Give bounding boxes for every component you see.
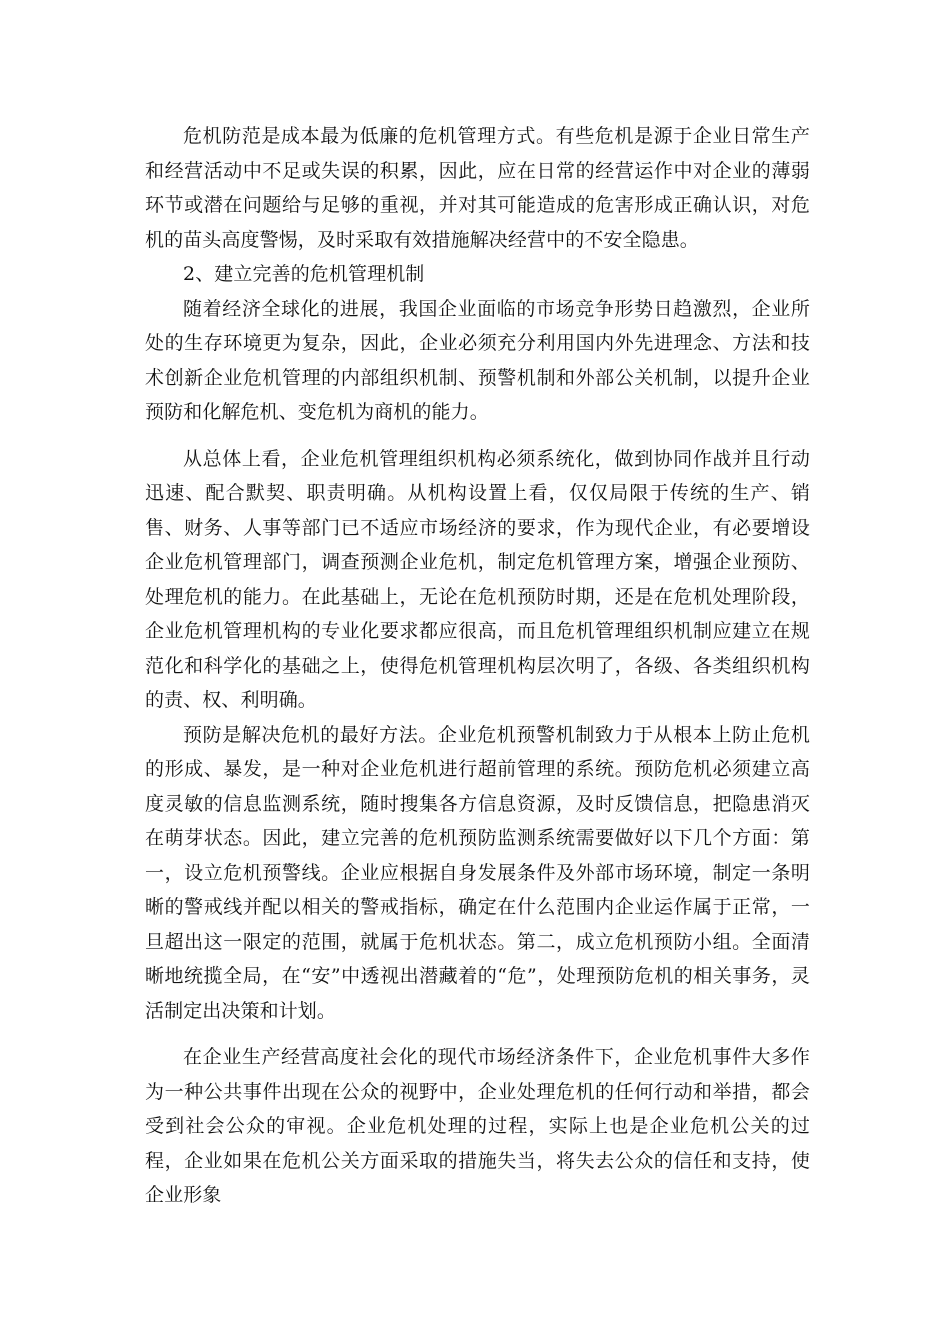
paragraph-crisis-prevention: 危机防范是成本最为低廉的危机管理方式。有些危机是源于企业日常生产和经营活动中不足或失误的积累，因此，应在日常的经营运作中对企业的薄弱环节或潜在问题给与足够的重视，并对其可能造成的危害形成正确认识，对危机的苗头高度警惕，及时采取有效措施解决经营中的不安全隐患。 xyxy=(145,125,810,251)
document-body xyxy=(145,119,810,1213)
paragraph-early-warning: 预防是解决危机的最好方法。企业危机预警机制致力于从根本上防止危机的形成、暴发，是一种对企业危机进行超前管理的系统。预防危机必须建立高度灵敏的信息监测系统，随时搜集各方信息资源，及时反馈信息，把隐患消灭在萌芽状态。因此，建立完善的危机预防监测系统需要做好以下几个方面：第一，设立危机预警线。企业应根据自身发展条件及外部市场环境，制定一条明晰的警戒线并配以相关的警戒指标，确定在什么范围内企业运作属于正常，一旦超出这一限定的范围，就属于危机状态。第二，成立危机预防小组。全面清晰地统揽全局，在“安”中透视出潜藏着的“危”，处理预防危机的相关事务，灵活制定出决策和计划。 xyxy=(145,723,810,1022)
paragraph-globalization: 随着经济全球化的进展，我国企业面临的市场竞争形势日趋激烈，企业所处的生存环境更为复杂，因此，企业必须充分利用国内外先进理念、方法和技术创新企业危机管理的内部组织机制、预警机制和外部公关机制，以提升企业预防和化解危机、变危机为商机的能力。 xyxy=(145,297,810,423)
paragraph-public-relations: 在企业生产经营高度社会化的现代市场经济条件下，企业危机事件大多作为一种公共事件出现在公众的视野中，企业处理危机的任何行动和举措，都会受到社会公众的审视。企业危机处理的过程，实际上也是企业危机公关的过程，企业如果在危机公关方面采取的措施失当，将失去公众的信任和支持，使企业形象 xyxy=(145,1046,810,1206)
section-heading-crisis-mechanism: 2、建立完善的危机管理机制 xyxy=(183,263,425,285)
paragraph-organization: 从总体上看，企业危机管理组织机构必须系统化，做到协同作战并且行动迅速、配合默契、职责明确。从机构设置上看，仅仅局限于传统的生产、销售、财务、人事等部门已不适应市场经济的要求，作为现代企业，有必要增设企业危机管理部门，调查预测企业危机，制定危机管理方案，增强企业预防、处理危机的能力。在此基础上，无论在危机预防时期，还是在危机处理阶段，企业危机管理机构的专业化要求都应很高，而且危机管理组织机制应建立在规范化和科学化的基础之上，使得危机管理机构层次明了，各级、各类组织机构的责、权、利明确。 xyxy=(145,447,810,711)
